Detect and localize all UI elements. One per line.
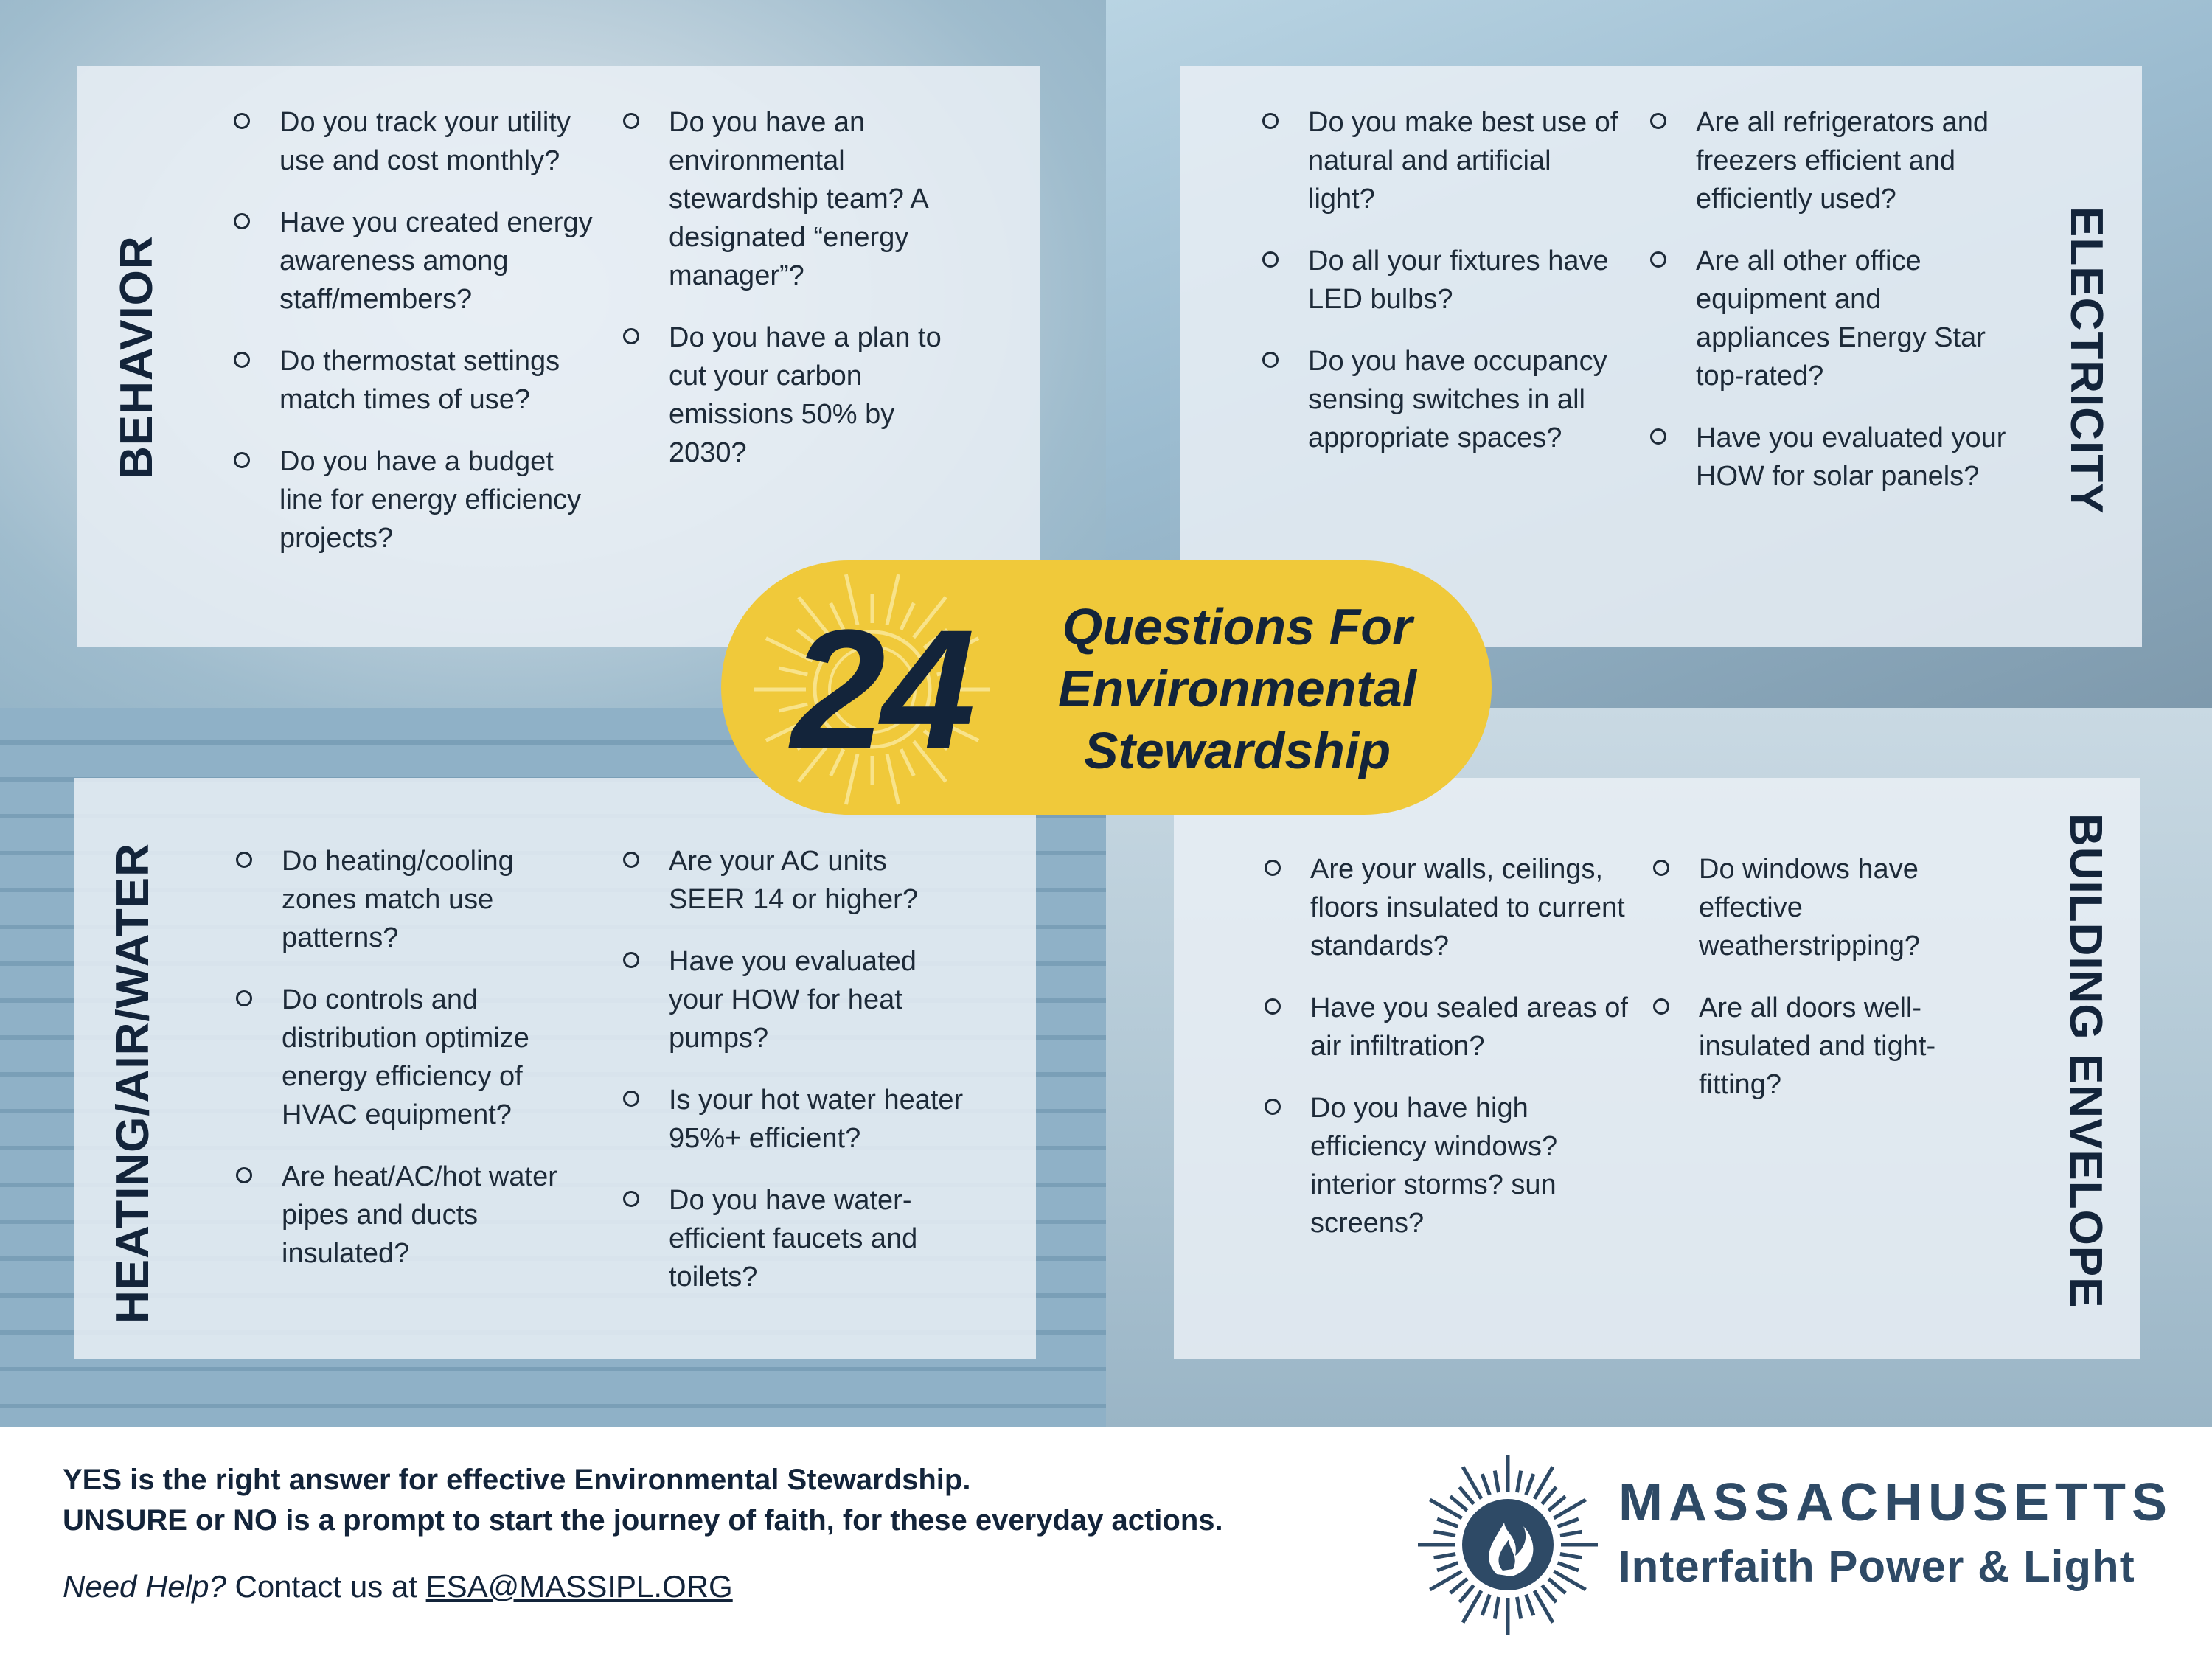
massipl-logo-icon bbox=[1416, 1453, 1600, 1637]
circle-bullet-icon[interactable] bbox=[234, 352, 250, 368]
behavior-column-1 bbox=[234, 103, 599, 581]
question-item bbox=[1265, 1089, 1633, 1242]
electricity-heading: ELECTRICITY bbox=[2061, 206, 2112, 515]
behavior-column-2 bbox=[623, 103, 947, 495]
question-text: Do controls and distribution optimize energy efficiency of HVAC equipment? bbox=[282, 984, 529, 1130]
circle-bullet-icon[interactable] bbox=[623, 1091, 639, 1107]
question-item bbox=[236, 981, 582, 1134]
circle-bullet-icon[interactable] bbox=[236, 852, 252, 868]
question-text: Have you evaluated your HOW for solar panels? bbox=[1696, 422, 2006, 492]
circle-bullet-icon[interactable] bbox=[1262, 352, 1279, 368]
question-text: Is your hot water heater 95%+ efficient? bbox=[669, 1085, 964, 1154]
question-text: Are all other office equipment and appliances Energy Star top-rated? bbox=[1696, 246, 1986, 392]
question-item bbox=[234, 342, 599, 419]
question-item bbox=[1262, 342, 1620, 457]
question-item bbox=[1653, 989, 1970, 1104]
electricity-column-2 bbox=[1650, 103, 2011, 519]
question-item bbox=[1650, 419, 2011, 495]
question-item bbox=[1265, 989, 1633, 1065]
question-text: Are all doors well-insulated and tight-fitting? bbox=[1699, 992, 1936, 1100]
question-text: Have you sealed areas of air infiltration? bbox=[1310, 992, 1628, 1062]
question-text: Do you have high efficiency windows? interior storms? sun screens? bbox=[1310, 1093, 1558, 1239]
circle-bullet-icon[interactable] bbox=[1650, 428, 1666, 445]
behavior-heading: BEHAVIOR bbox=[111, 235, 162, 479]
circle-bullet-icon[interactable] bbox=[1262, 251, 1279, 268]
circle-bullet-icon[interactable] bbox=[234, 113, 250, 129]
footer-unsure-line: UNSURE or NO is a prompt to start the journey of faith, for these everyday actions. bbox=[63, 1504, 1223, 1537]
footer bbox=[0, 1427, 2212, 1659]
hvac-column-1 bbox=[236, 842, 582, 1296]
question-item bbox=[234, 442, 599, 557]
question-item bbox=[1265, 850, 1633, 965]
question-text: Do you have water-efficient faucets and toilets? bbox=[669, 1185, 918, 1293]
question-text: Do heating/cooling zones match use patterns? bbox=[282, 846, 514, 953]
question-item bbox=[1262, 242, 1620, 319]
circle-bullet-icon[interactable] bbox=[623, 852, 639, 868]
help-label: Need Help? bbox=[63, 1569, 226, 1604]
org-name: MASSACHUSETTS bbox=[1618, 1473, 2174, 1532]
contact-email-link[interactable]: ESA@MASSIPL.ORG bbox=[425, 1569, 733, 1604]
page-title bbox=[1016, 596, 1458, 782]
question-item bbox=[623, 842, 970, 919]
circle-bullet-icon[interactable] bbox=[234, 213, 250, 229]
help-text: Contact us at bbox=[226, 1569, 426, 1604]
question-item bbox=[623, 103, 947, 295]
title-badge bbox=[721, 560, 1492, 815]
circle-bullet-icon[interactable] bbox=[623, 1191, 639, 1207]
building-envelope-panel bbox=[1174, 778, 2140, 1359]
question-text: Are all refrigerators and freezers efficient and efficiently used? bbox=[1696, 107, 1989, 215]
question-text: Do you have a budget line for energy efficiency projects? bbox=[279, 446, 582, 554]
circle-bullet-icon[interactable] bbox=[236, 1167, 252, 1183]
footer-help-line bbox=[63, 1569, 733, 1604]
question-item bbox=[1650, 103, 2011, 218]
circle-bullet-icon[interactable] bbox=[1650, 251, 1666, 268]
circle-bullet-icon[interactable] bbox=[623, 952, 639, 968]
question-text: Do you have an environmental stewardship team? A designated “energy manager”? bbox=[669, 107, 928, 291]
circle-bullet-icon[interactable] bbox=[1262, 113, 1279, 129]
question-text: Do windows have effective weatherstripping? bbox=[1699, 854, 1920, 961]
question-item bbox=[236, 1158, 582, 1273]
circle-bullet-icon[interactable] bbox=[623, 328, 639, 344]
envelope-column-2 bbox=[1653, 850, 1970, 1127]
question-item bbox=[234, 204, 599, 319]
question-text: Do all your fixtures have LED bulbs? bbox=[1308, 246, 1609, 315]
circle-bullet-icon[interactable] bbox=[1265, 998, 1281, 1015]
question-text: Have you evaluated your HOW for heat pumps? bbox=[669, 946, 917, 1054]
question-count: 24 bbox=[791, 594, 971, 784]
question-item bbox=[623, 1081, 970, 1158]
title-line-1: Questions For bbox=[1062, 598, 1413, 655]
envelope-column-1 bbox=[1265, 850, 1633, 1266]
question-text: Have you created energy awareness among staff/members? bbox=[279, 207, 593, 315]
question-item bbox=[1653, 850, 1970, 965]
question-item bbox=[623, 942, 970, 1057]
circle-bullet-icon[interactable] bbox=[1653, 998, 1669, 1015]
electricity-column-1 bbox=[1262, 103, 1620, 481]
circle-bullet-icon[interactable] bbox=[1265, 860, 1281, 876]
circle-bullet-icon[interactable] bbox=[1265, 1099, 1281, 1115]
building-envelope-heading: BUILDING ENVELOPE bbox=[2060, 813, 2111, 1309]
question-text: Do thermostat settings match times of use? bbox=[279, 346, 560, 415]
circle-bullet-icon[interactable] bbox=[1653, 860, 1669, 876]
circle-bullet-icon[interactable] bbox=[234, 452, 250, 468]
heating-air-water-heading: HEATING/AIR/WATER bbox=[108, 843, 159, 1324]
question-text: Are your walls, ceilings, floors insulated to current standards? bbox=[1310, 854, 1625, 961]
footer-yes-line: YES is the right answer for effective Environmental Stewardship. bbox=[63, 1464, 971, 1496]
question-text: Are heat/AC/hot water pipes and ducts insulated? bbox=[282, 1161, 557, 1269]
question-item bbox=[236, 842, 582, 957]
circle-bullet-icon[interactable] bbox=[623, 113, 639, 129]
question-text: Are your AC units SEER 14 or higher? bbox=[669, 846, 918, 915]
question-item bbox=[1650, 242, 2011, 395]
circle-bullet-icon[interactable] bbox=[1650, 113, 1666, 129]
question-item bbox=[623, 319, 947, 472]
question-text: Do you have a plan to cut your carbon emissions 50% by 2030? bbox=[669, 322, 942, 468]
question-item bbox=[1262, 103, 1620, 218]
heating-air-water-panel bbox=[74, 778, 1036, 1359]
question-item bbox=[623, 1181, 970, 1296]
org-subtitle: Interfaith Power & Light bbox=[1618, 1542, 2135, 1591]
question-text: Do you have occupancy sensing switches in all appropriate spaces? bbox=[1308, 346, 1607, 453]
question-text: Do you track your utility use and cost monthly? bbox=[279, 107, 571, 176]
hvac-column-2 bbox=[623, 842, 970, 1320]
title-line-3: Stewardship bbox=[1083, 722, 1391, 779]
title-line-2: Environmental bbox=[1057, 660, 1417, 717]
question-text: Do you make best use of natural and artificial light? bbox=[1308, 107, 1618, 215]
question-item bbox=[234, 103, 599, 180]
circle-bullet-icon[interactable] bbox=[236, 990, 252, 1006]
